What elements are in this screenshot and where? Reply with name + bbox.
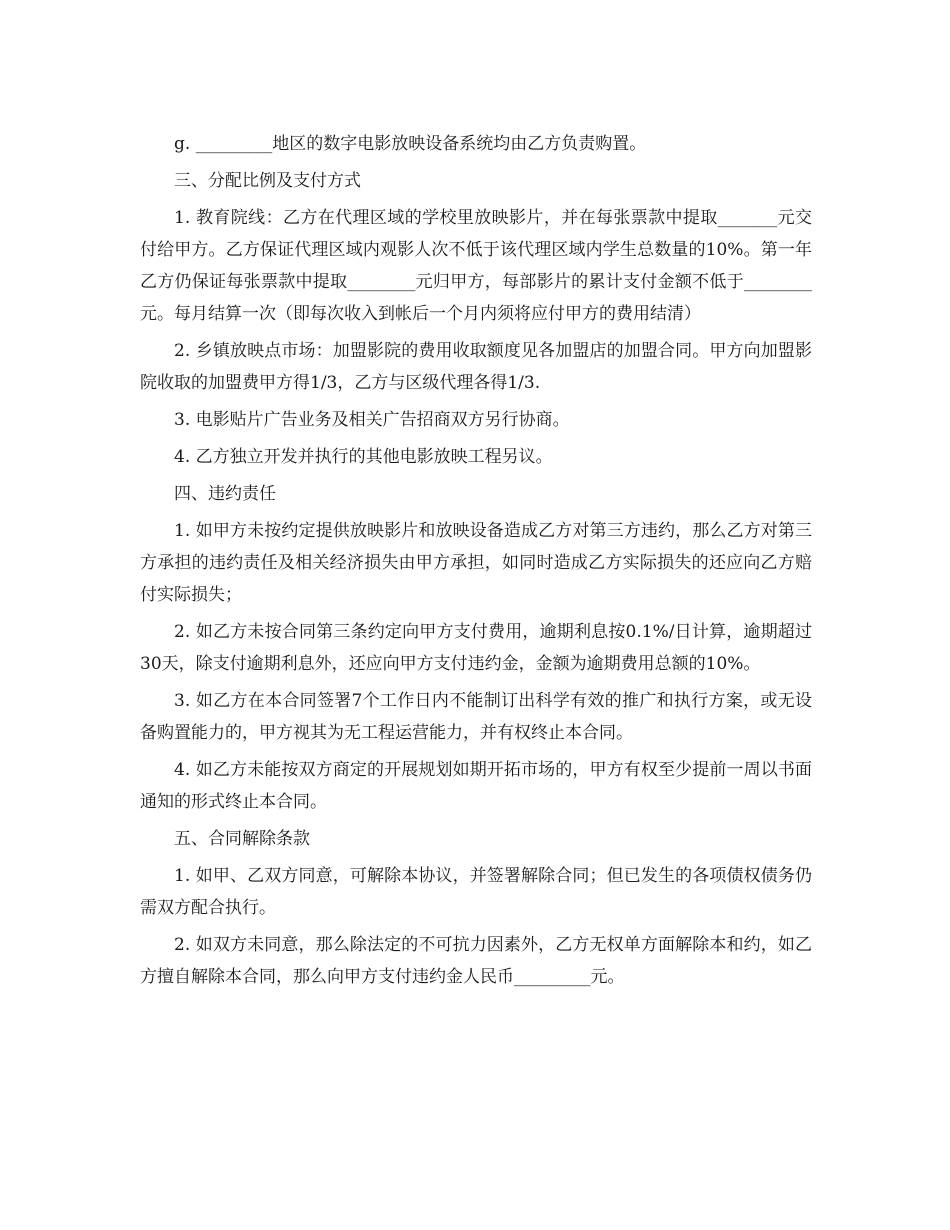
clause-3-3-advertising: 3. 电影贴片广告业务及相关广告招商双方另行协商。 <box>174 410 570 430</box>
section-heading-distribution: 三、分配比例及支付方式 <box>174 171 361 191</box>
clause-4-4: 4. 如乙方未能按双方商定的开展规划如期开拓市场的，甲方有权至少提前一周以书面通知的形式终止本合同。 <box>140 760 812 812</box>
section-heading-liability: 四、违约责任 <box>174 484 276 504</box>
clause-5-2: 2. 如双方未同意，那么除法定的不可抗力因素外，乙方无权单方面解除本和约，如乙方擅自解除本合同，那么向甲方支付违约金人民币_________元。 <box>140 935 812 987</box>
clause-g-equipment: g. _________地区的数字电影放映设备系统均由乙方负责购置。 <box>174 134 647 154</box>
clause-4-1: 1. 如甲方未按约定提供放映影片和放映设备造成乙方对第三方违约，那么乙方对第三方承担的违约责任及相关经济损失由甲方承担，如同时造成乙方实际损失的还应向乙方赔付实际损失； <box>140 521 812 605</box>
document-page <box>140 128 812 998</box>
clause-3-2-township: 2. 乡镇放映点市场：加盟影院的费用收取额度见各加盟店的加盟合同。甲方向加盟影院收取的加盟费甲方得1/3，乙方与区级代理各得1/3. <box>140 341 812 393</box>
clause-3-1-education: 1. 教育院线：乙方在代理区域的学校里放映影片，并在每张票款中提取_______元交付给甲方。乙方保证代理区域内观影人次不低于该代理区域内学生总数量的10%。第一年乙方仍保证每张票款中提取________元归甲方，每部影片的累计支付金额不低于________元。每月结算一次（即每次收入到帐后一个月内须将应付甲方的费用结清） <box>140 208 812 324</box>
clause-5-1: 1. 如甲、乙双方同意，可解除本协议，并签署解除合同；但已发生的各项债权债务仍需双方配合执行。 <box>140 866 812 918</box>
clause-4-3: 3. 如乙方在本合同签署7个工作日内不能制订出科学有效的推广和执行方案，或无设备购置能力的，甲方视其为无工程运营能力，并有权终止本合同。 <box>140 691 812 743</box>
section-heading-termination: 五、合同解除条款 <box>174 829 310 849</box>
clause-3-4-other-projects: 4. 乙方独立开发并执行的其他电影放映工程另议。 <box>174 447 553 467</box>
clause-4-2: 2. 如乙方未按合同第三条约定向甲方支付费用，逾期利息按0.1%/日计算，逾期超过30天，除支付逾期利息外，还应向甲方支付违约金，金额为逾期费用总额的10%。 <box>140 622 812 674</box>
